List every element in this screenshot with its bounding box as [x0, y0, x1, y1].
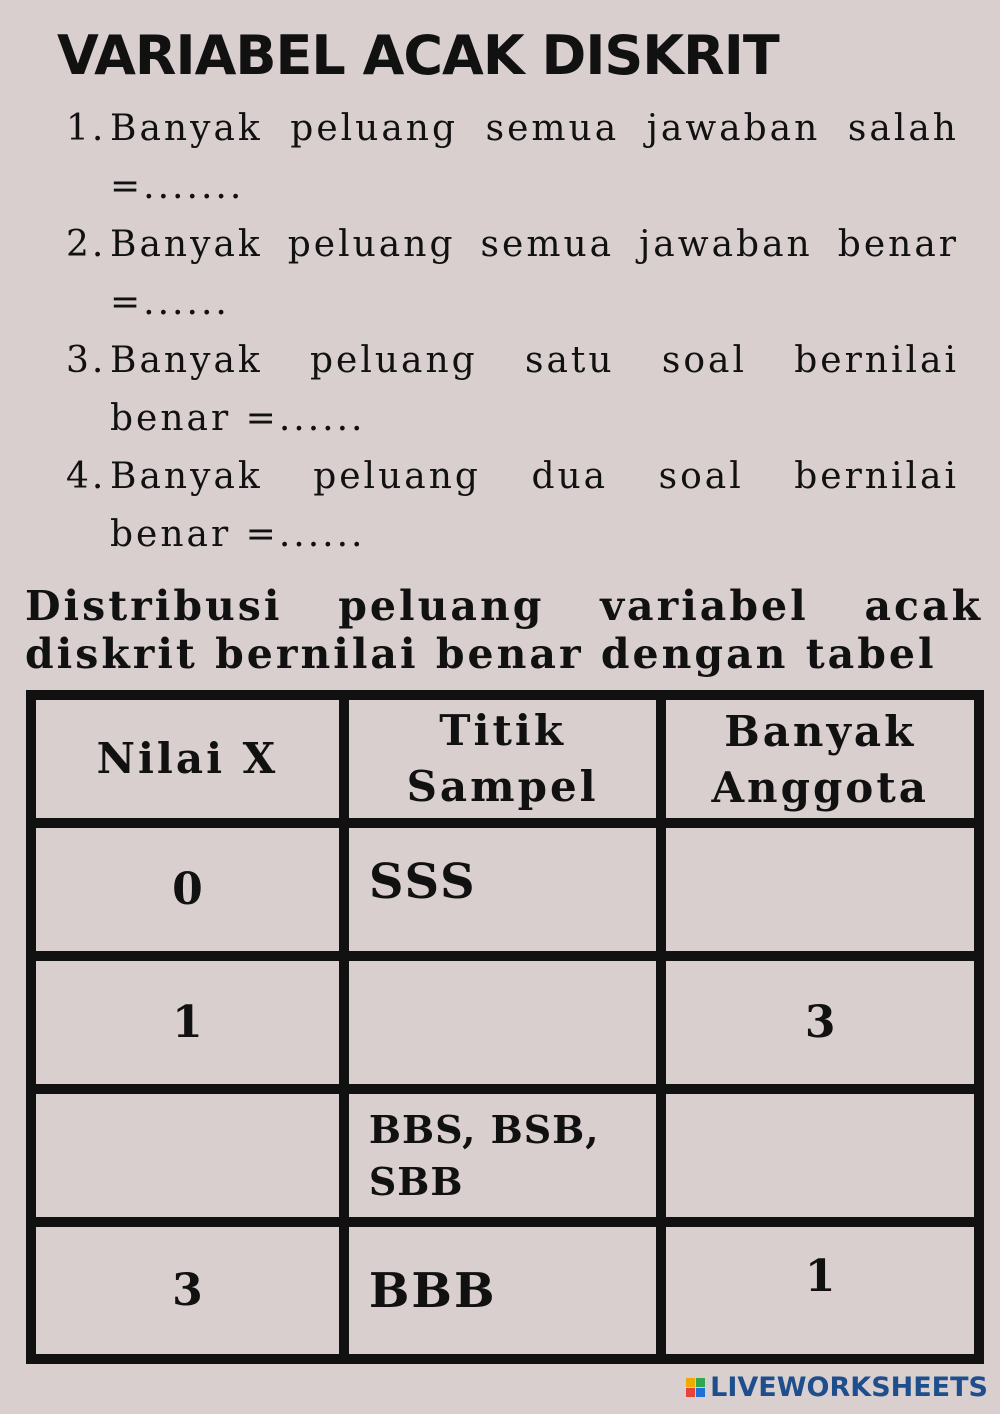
question-text: Banyak peluang dua soal bernilai — [110, 456, 959, 497]
cell-sample: SSS — [344, 823, 662, 956]
section-heading-line: Distribusi peluang variabel acak — [25, 582, 983, 630]
page-title: VARIABEL ACAK DISKRIT — [57, 24, 779, 87]
liveworksheets-logo — [686, 1372, 988, 1403]
header-nilai-x: Nilai X — [31, 695, 344, 823]
question-text: Banyak peluang satu soal bernilai — [110, 340, 959, 381]
table-row — [31, 1222, 979, 1359]
cell-x: 3 — [31, 1222, 344, 1359]
list-item — [66, 332, 959, 448]
cell-count-input[interactable] — [661, 823, 979, 956]
cell-x-input[interactable] — [31, 1089, 344, 1222]
question-number: 3. — [66, 340, 107, 381]
cell-count-input[interactable] — [661, 1089, 979, 1222]
section-heading-line: diskrit bernilai benar dengan tabel — [25, 630, 937, 678]
distribution-table — [26, 690, 984, 1364]
logo-mark-icon — [686, 1378, 705, 1397]
answer-blank[interactable]: =...... — [110, 282, 230, 323]
question-number: 1. — [66, 108, 107, 149]
answer-blank[interactable]: =....... — [110, 166, 245, 207]
table-row — [31, 823, 979, 956]
cell-x: 0 — [31, 823, 344, 956]
list-item — [66, 448, 959, 564]
cell-sample-input[interactable] — [344, 956, 662, 1089]
cell-count: 3 — [661, 956, 979, 1089]
cell-sample: BBS, BSB, SBB — [344, 1089, 662, 1222]
question-text: Banyak peluang semua jawaban salah — [110, 108, 959, 149]
question-text: Banyak peluang semua jawaban benar — [110, 224, 959, 265]
section-heading — [25, 582, 983, 678]
header-banyak-anggota: Banyak Anggota — [661, 695, 979, 823]
cell-sample: BBB — [344, 1222, 662, 1359]
list-item — [66, 216, 959, 332]
table-row — [31, 1089, 979, 1222]
question-number: 2. — [66, 224, 107, 265]
list-item — [66, 100, 959, 216]
answer-blank[interactable]: benar =...... — [110, 514, 366, 555]
table-row — [31, 956, 979, 1089]
cell-count: 1 — [661, 1222, 979, 1359]
header-titik-sampel: Titik Sampel — [344, 695, 662, 823]
table-header-row — [31, 695, 979, 823]
answer-blank[interactable]: benar =...... — [110, 398, 366, 439]
question-number: 4. — [66, 456, 107, 497]
logo-text: LIVEWORKSHEETS — [710, 1372, 988, 1403]
question-list — [66, 100, 959, 564]
cell-x: 1 — [31, 956, 344, 1089]
